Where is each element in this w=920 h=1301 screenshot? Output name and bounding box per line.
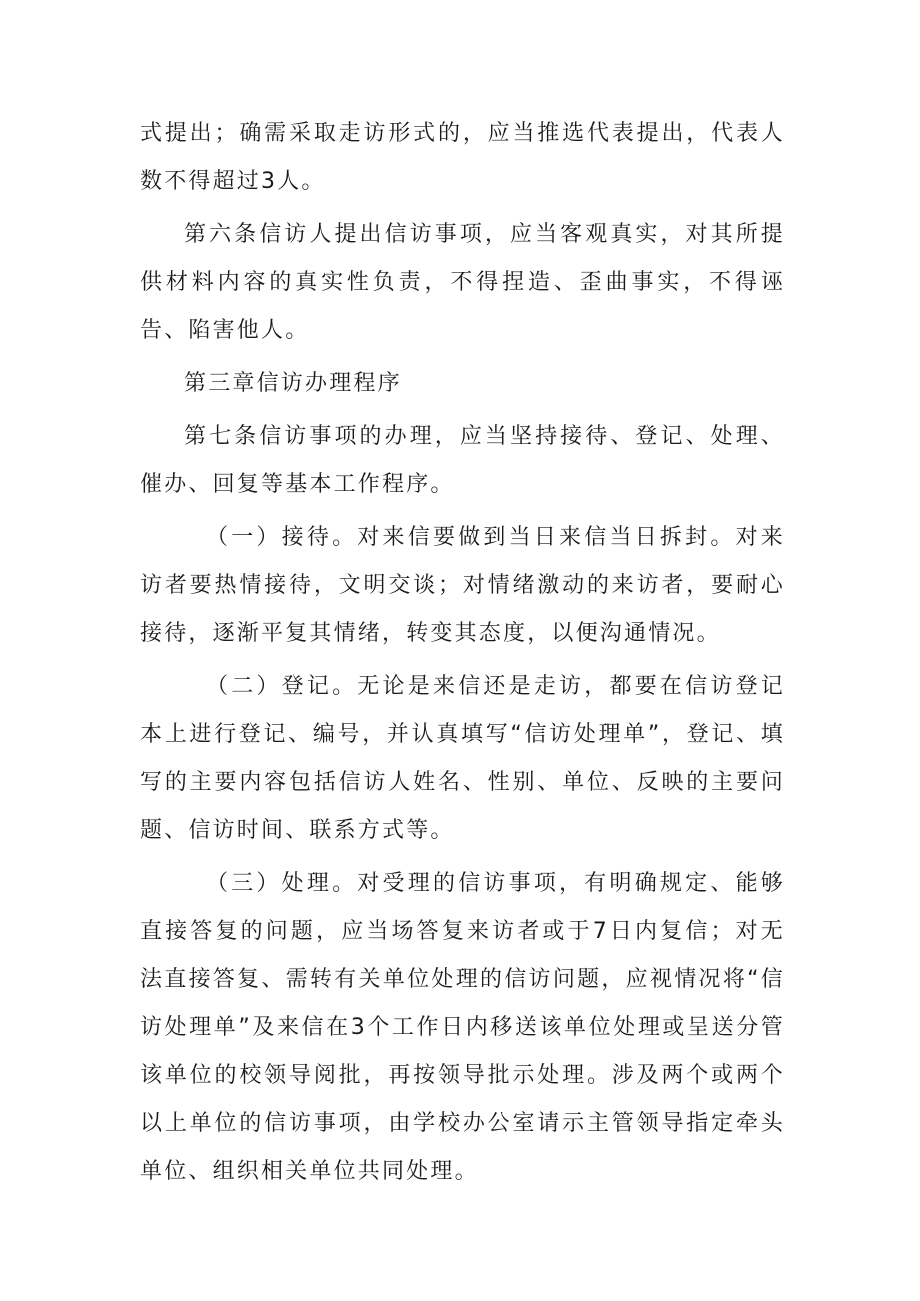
list-item-reception: （一）接待。对来信要做到当日来信当日拆封。对来访者要热情接待，文明交谈；对情绪激动的来访者，要耐心接待，逐渐平复其情绪，转变其态度，以便沟通情况。 — [140, 525, 785, 646]
paragraph-continuation: 式提出；确需采取走访形式的，应当推选代表提出，代表人数不得超过3人。 — [140, 121, 785, 194]
paragraph-article-6: 第六条信访人提出信访事项，应当客观真实，对其所提供材料内容的真实性负责，不得捏造、歪曲事实，不得诬告、陷害他人。 — [140, 222, 785, 343]
list-item-registration: （二）登记。无论是来信还是走访，都要在信访登记本上进行登记、编号，并认真填写“信访处理单”，登记、填写的主要内容包括信访人姓名、性别、单位、反映的主要问题、信访时间、联系方式等。 — [140, 674, 785, 843]
list-item-processing: （三）处理。对受理的信访事项，有明确规定、能够直接答复的问题，应当场答复来访者或于7日内复信；对无法直接答复、需转有关单位处理的信访问题，应视情况将“信访处理单”及来信在3个工作日内移送该单位处理或呈送分管该单位的校领导阅批，再按领导批示处理。涉及两个或两个以上单位的信访事项，由学校办公室请示主管领导指定牵头单位、组织相关单位共同处理。 — [140, 871, 785, 1184]
document-body — [140, 110, 785, 1201]
paragraph-article-7: 第七条信访事项的办理，应当坚持接待、登记、处理、催办、回复等基本工作程序。 — [140, 424, 785, 497]
chapter-heading: 第三章信访办理程序 — [184, 371, 402, 396]
